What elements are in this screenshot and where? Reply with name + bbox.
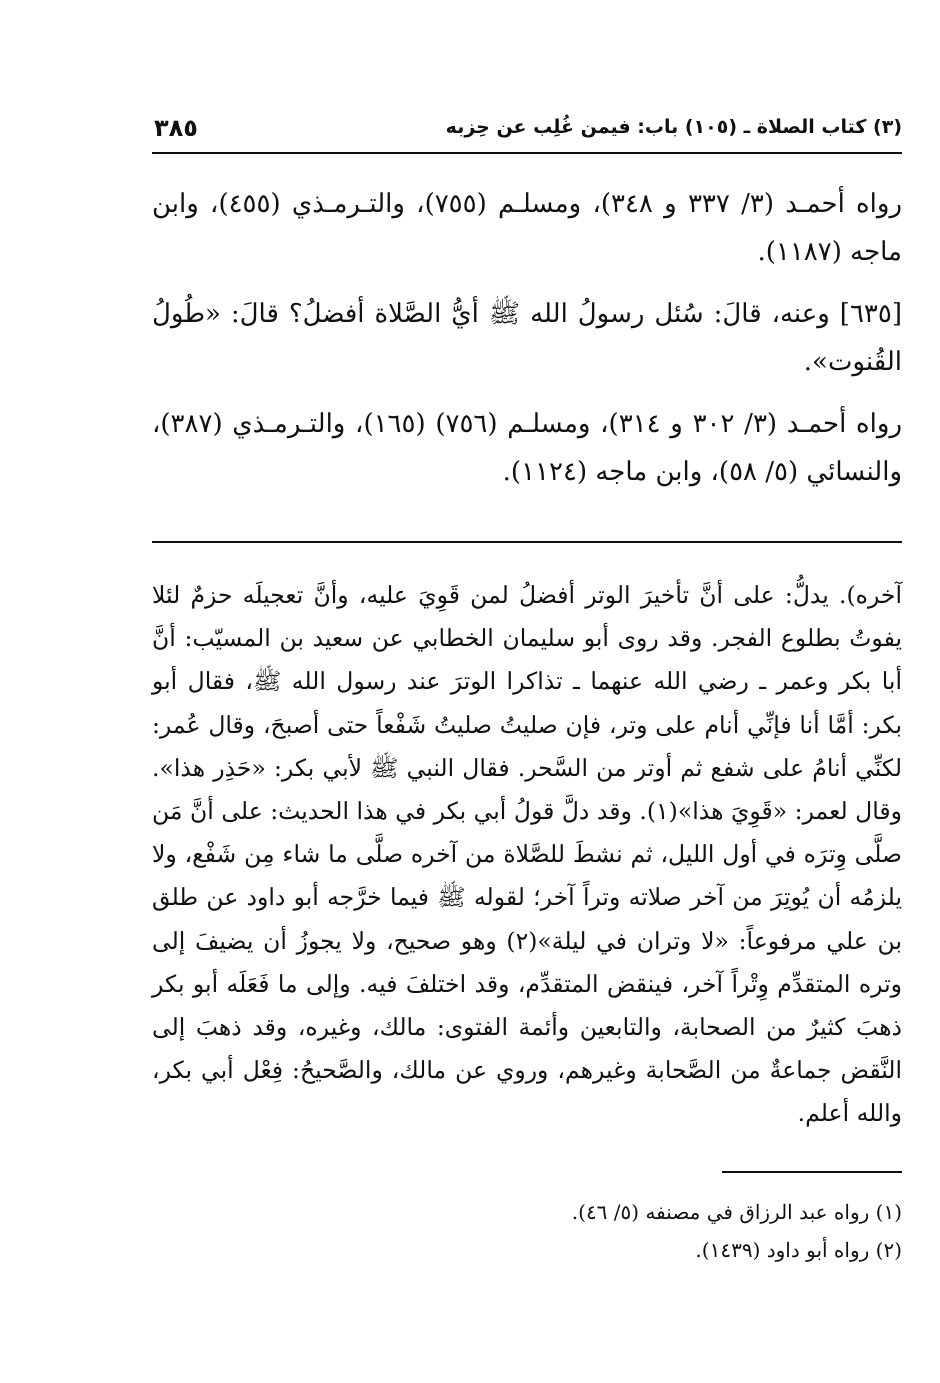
running-header bbox=[152, 112, 902, 154]
footnote-divider bbox=[722, 1171, 902, 1173]
hadith-paragraph-635: [٦٣٥] وعنه، قالَ: سُئل رسولُ الله ﷺ أيُّ الصَّلاة أفضلُ؟ قالَ: «طُولُ القُنوت». bbox=[152, 299, 902, 377]
header-title: (٣) كتاب الصلاة ـ (١٠٥) باب: فيمن غُلِب عن حِزبه bbox=[445, 116, 902, 138]
commentary-text: آخره). يدلُّ: على أنَّ تأخيرَ الوتر أفضلُ لمن قَوِيَ عليه، وأنَّ تعجيلَه حزمٌ لئلا يفوتُ بطلوع الفجر. وقد روى أبو سليمان الخطابي عن سعيد بن المسيّب: أنَّ أبا بكر وعمر ـ رضي الله عنهما ـ تذاكرا الوترَ عند رسول الله ﷺ، فقال أبو بكر: أمَّا أنا فإنِّي أنام على وتر، فإن صليتُ صليتُ شَفْعاً حتى أصبحَ، وقال عُمر: لكنِّي أنامُ على شفع ثم أوتر من السَّحر. فقال النبي ﷺ لأبي بكر: «حَذِر هذا». وقال لعمر: «قَوِيَ هذا»(١). وقد دلَّ قولُ أبي بكر في هذا الحديث: على أنَّ مَن صلَّى وِترَه في أول الليل، ثم نشطَ للصَّلاة من آخره صلَّى ما شاء مِن شَفْع، ولا يلزمُه أن يُوتِرَ من آخر صلاته وتراً آخر؛ لقوله ﷺ فيما خرَّجه أبو داود عن طلق بن علي مرفوعاً: «لا وتران في ليلة»(٢) وهو صحيح، ولا يجوزُ أن يضيفَ إلى وتره المتقدِّم وِتْراً آخر، فينقض المتقدِّم، وقد اختلفَ فيه. وإلى ما فَعَلَه أبو بكر ذهبَ كثيرٌ من الصحابة، والتابعين وأئمة الفتوى: مالك، وغيره، وقد ذهبَ إلى النَّقض جماعةٌ من الصَّحابة وغيرهم، وروي عن مالك، والصَّحيحُ: فِعْل أبي بكر، والله أعلم. bbox=[152, 581, 902, 1128]
page-number: ٣٨٥ bbox=[154, 114, 198, 142]
section-divider bbox=[152, 541, 902, 543]
citation-paragraph-2: رواه أحمـد (٣/ ٣٠٢ و ٣١٤)، ومسلـم (٧٥٦) (١٦٥)، والتـرمـذي (٣٨٧)، والنسائي (٥/ ٥٨)، وابن ماجه (١١٢٤). bbox=[152, 409, 903, 487]
footnotes bbox=[152, 1193, 902, 1269]
footnote-2: (٢) رواه أبو داود (١٤٣٩). bbox=[695, 1238, 902, 1262]
footnote-1: (١) رواه عبد الرزاق في مصنفه (٥/ ٤٦). bbox=[571, 1200, 902, 1224]
citation-paragraph-1: رواه أحمـد (٣/ ٣٣٧ و ٣٤٨)، ومسلـم (٧٥٥)، والتـرمـذي (٤٥٥)، وابن ماجه (١١٨٧). bbox=[152, 189, 902, 267]
